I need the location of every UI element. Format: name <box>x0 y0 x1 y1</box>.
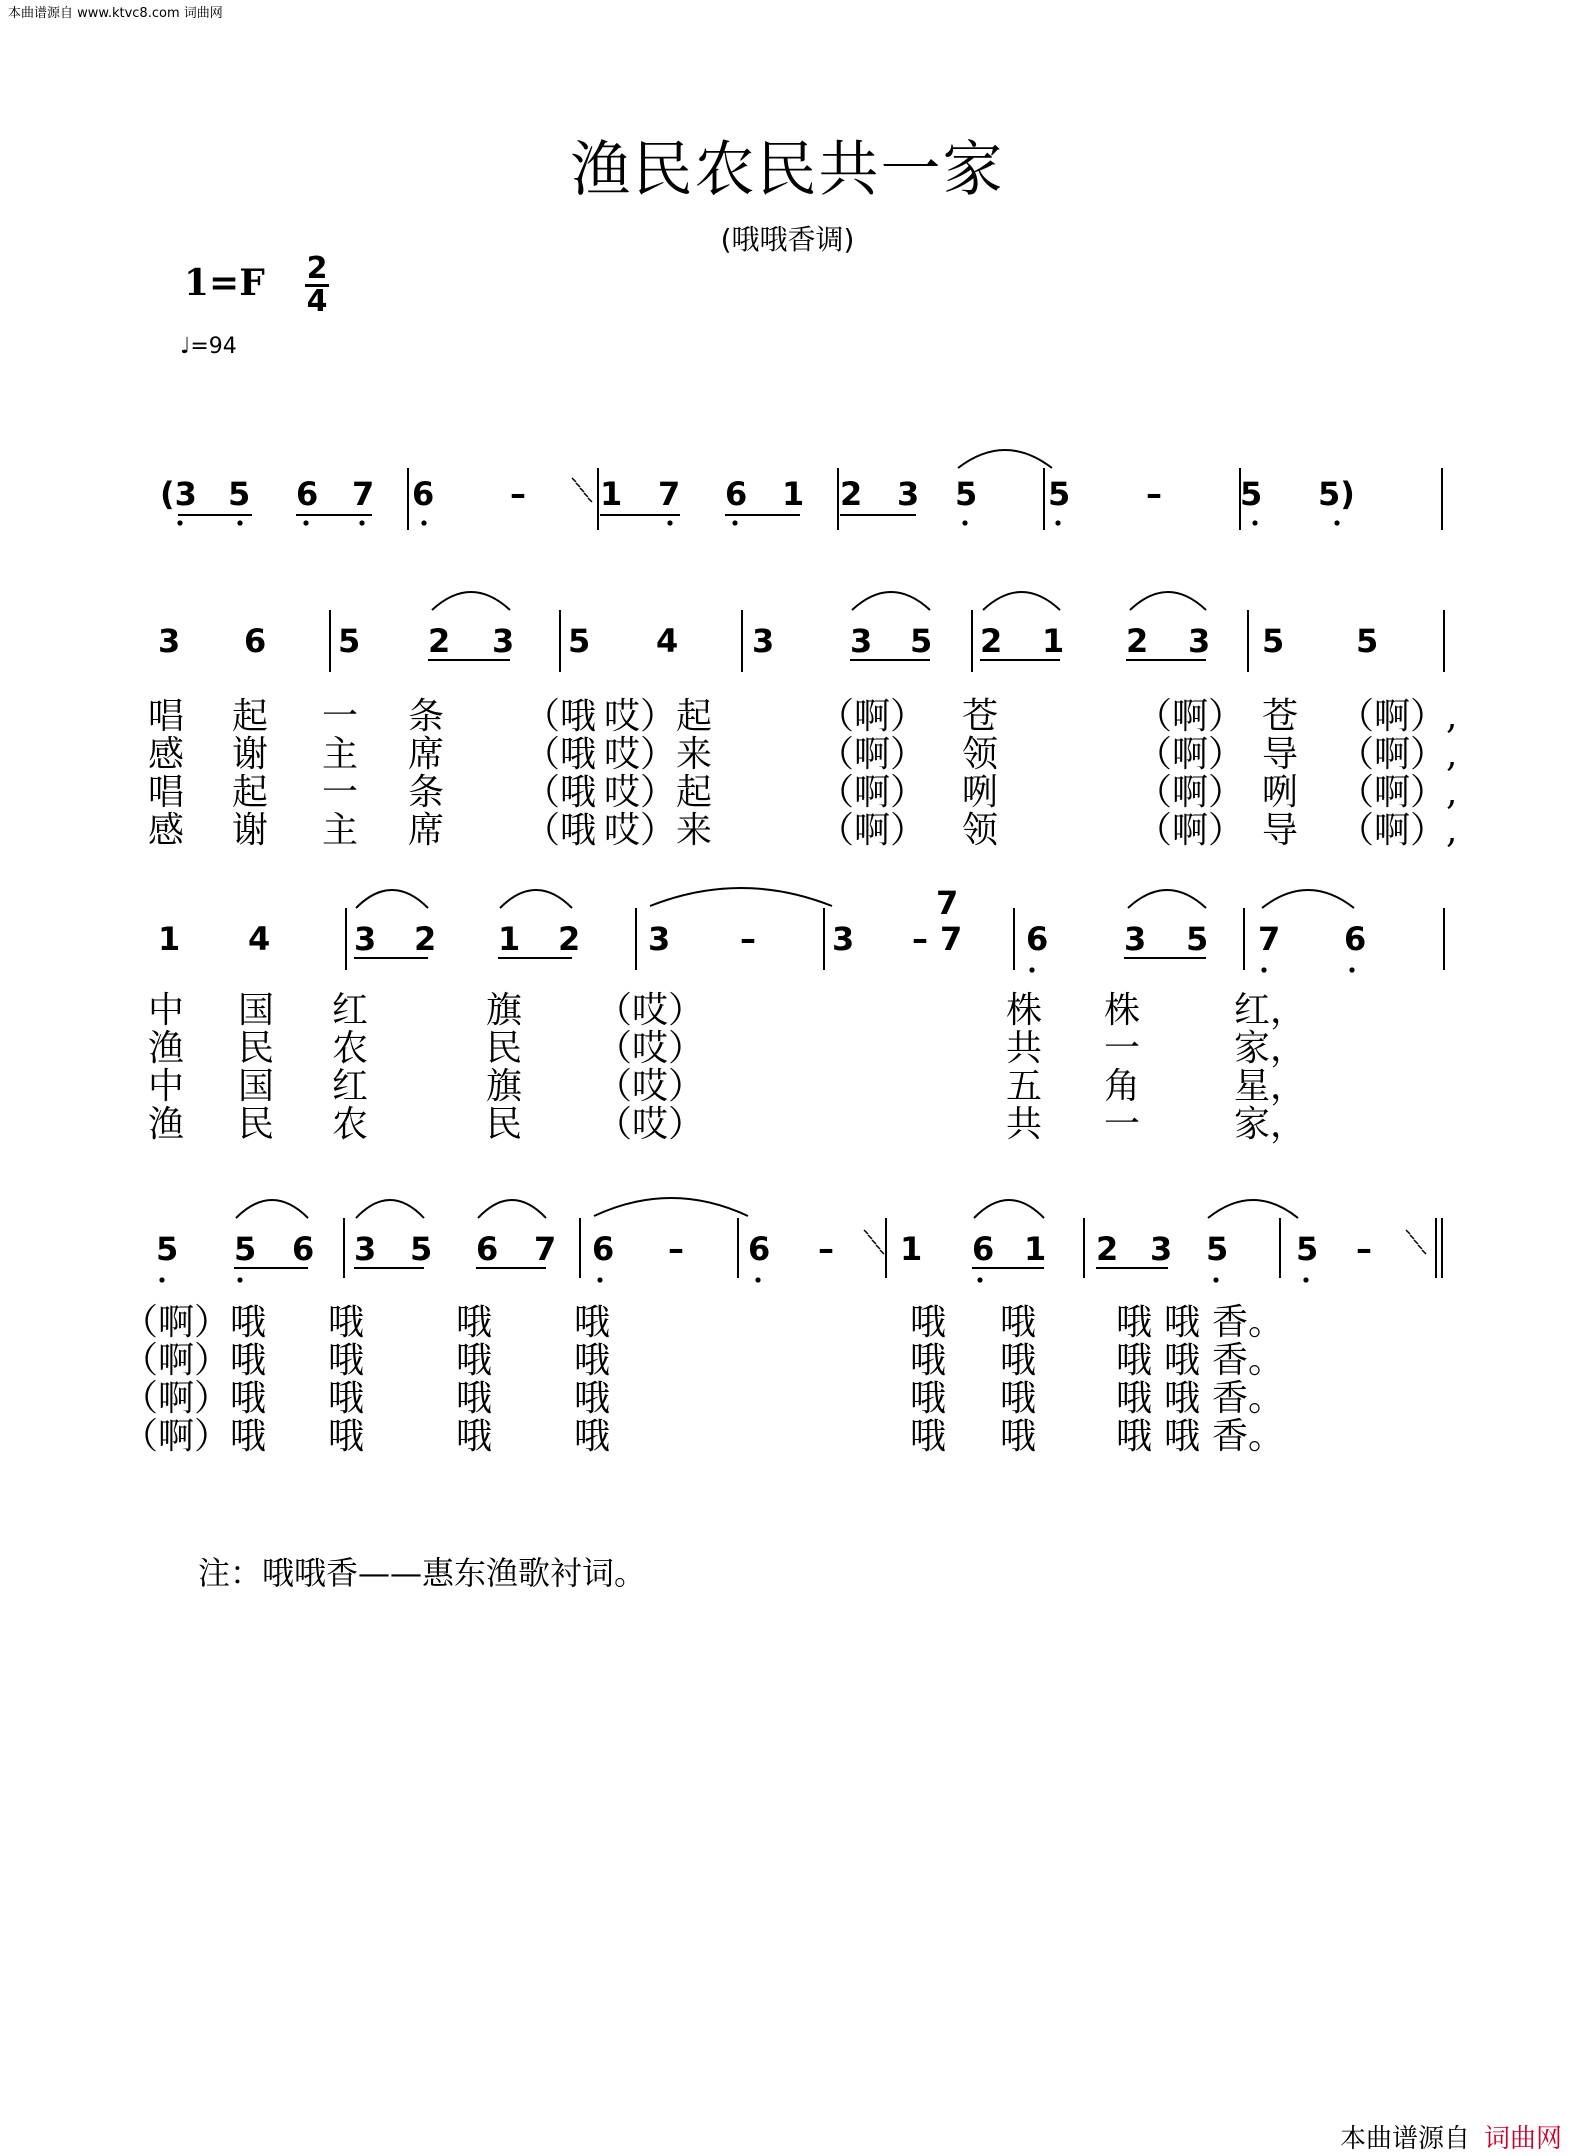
lyric-verse3: 唱 <box>148 772 185 813</box>
slur <box>852 592 930 610</box>
lyric-verse4: 哎）来 <box>604 810 713 851</box>
lyric-verse4: （哎） <box>596 1104 705 1145</box>
note-line3: 4 <box>248 920 271 958</box>
note-line3: 3 <box>1124 920 1147 958</box>
lyric-verse2: 渔 <box>148 1028 185 1069</box>
note-line4: 5 <box>156 1230 179 1268</box>
lyric-verse4: 共 <box>1006 1104 1043 1145</box>
lyric-verse3: 哦 <box>910 1378 947 1419</box>
note-line4: – <box>818 1230 834 1268</box>
note-line1: 5 <box>228 475 251 513</box>
note-line3: 6 <box>1344 920 1367 958</box>
lyric-verse1: 红 <box>332 990 369 1031</box>
source-watermark-bottom <box>1340 2118 1562 2155</box>
note-line2: 5 <box>1262 622 1285 660</box>
low-octave-dot <box>667 520 672 525</box>
note-line1: 3 <box>897 475 920 513</box>
lyric-verse4: 哦 <box>910 1416 947 1457</box>
slur <box>974 1200 1044 1218</box>
tie <box>594 1198 748 1216</box>
note-line2: 3 <box>158 622 181 660</box>
lyric-verse2: 共 <box>1006 1028 1043 1069</box>
lyric-verse1: （啊） <box>818 696 927 737</box>
lyric-verse2: 民 <box>238 1028 275 1069</box>
lyric-verse3: 起 <box>232 772 269 813</box>
lyric-verse3: （啊） <box>1136 772 1245 813</box>
lyric-verse1: 哦 <box>1116 1302 1153 1343</box>
lyric-verse4: （啊）, <box>1338 810 1458 851</box>
grace-note: 7 <box>936 884 959 922</box>
lyric-verse3: （哦 <box>524 772 597 813</box>
lyric-verse1: 株 <box>1104 990 1141 1031</box>
tie <box>1208 1200 1298 1218</box>
tempo-marking: ♩=94 <box>180 334 237 359</box>
note-line2: 5 <box>1356 622 1379 660</box>
lyric-verse1: 香。 <box>1212 1302 1285 1343</box>
lyric-verse2: （啊）哦 <box>122 1340 267 1381</box>
lyric-verse4: 渔 <box>148 1104 185 1145</box>
note-line1: 1 <box>782 475 805 513</box>
low-octave-dot <box>1252 520 1257 525</box>
lyric-verse1: （啊） <box>1136 696 1245 737</box>
low-octave-dot <box>1303 1277 1308 1282</box>
note-line1: 6 <box>412 475 435 513</box>
note-line1: 5) <box>1318 475 1355 513</box>
lyric-verse1: 国 <box>238 990 275 1031</box>
note-line2: 2 <box>428 622 451 660</box>
low-octave-dot <box>1349 967 1354 972</box>
note-line2: 5 <box>568 622 591 660</box>
lyric-verse3: 星， <box>1234 1066 1307 1107</box>
lyric-verse2: （哎） <box>596 1028 705 1069</box>
repeat-hatch <box>1406 1230 1410 1234</box>
note-line4: 5 <box>234 1230 257 1268</box>
lyric-verse1: 起 <box>232 696 269 737</box>
note-line1: 1 <box>600 475 623 513</box>
low-octave-dot <box>755 1277 760 1282</box>
note-line1: – <box>510 475 526 513</box>
note-line3: 7 <box>940 920 963 958</box>
time-numerator: 2 <box>306 251 328 286</box>
note-line3: 3 <box>648 920 671 958</box>
note-line3: 7 <box>1258 920 1281 958</box>
tie <box>958 450 1052 468</box>
low-octave-dot <box>303 520 308 525</box>
lyric-verse4: 席 <box>408 810 445 851</box>
lyric-verse1: 旗 <box>486 990 523 1031</box>
lyric-verse3: 中 <box>148 1066 185 1107</box>
note-line4: – <box>1356 1230 1372 1268</box>
lyric-verse4: 谢 <box>232 810 269 851</box>
note-line1: 5 <box>1240 475 1263 513</box>
repeat-hatch <box>1418 1245 1422 1249</box>
lyric-verse1: 哦 <box>328 1302 365 1343</box>
lyric-verse4: 香。 <box>1212 1416 1285 1457</box>
lyric-verse3: （啊）, <box>1338 772 1458 813</box>
lyric-verse4: 民 <box>486 1104 523 1145</box>
lyric-verse3: 一 <box>322 772 359 813</box>
lyric-verse2: （哦 <box>524 734 597 775</box>
note-line4: 6 <box>972 1230 995 1268</box>
low-octave-dot <box>597 1277 602 1282</box>
note-line1: 2 <box>840 475 863 513</box>
note-line4: 5 <box>1206 1230 1229 1268</box>
lyric-verse4: （啊）哦 <box>122 1416 267 1457</box>
slur <box>983 592 1060 610</box>
repeat-hatch <box>576 483 580 487</box>
note-line4: 6 <box>592 1230 615 1268</box>
repeat-hatch <box>572 478 576 482</box>
note-line2: 4 <box>656 622 679 660</box>
lyric-verse3: 条 <box>408 772 445 813</box>
lyric-verse1: 苍 <box>962 696 999 737</box>
note-line3: 2 <box>558 920 581 958</box>
lyric-verse1: 株 <box>1006 990 1043 1031</box>
low-octave-dot <box>1334 520 1339 525</box>
lyric-verse2: 感 <box>148 734 185 775</box>
lyric-verse3: 咧 <box>962 772 999 813</box>
lyric-verse4: 哦 <box>328 1416 365 1457</box>
note-line2: 2 <box>1126 622 1149 660</box>
song-title: 渔民农民共一家 <box>570 135 1005 205</box>
note-line4: 3 <box>1150 1230 1173 1268</box>
lyric-verse3: 哎）起 <box>604 772 713 813</box>
lyric-verse2: （啊） <box>818 734 927 775</box>
low-octave-dot <box>1055 520 1060 525</box>
slur <box>1262 890 1354 908</box>
low-octave-dot <box>177 520 182 525</box>
note-line3: 1 <box>498 920 521 958</box>
slur <box>356 1200 424 1218</box>
note-line1: (3 <box>160 475 197 513</box>
lyric-verse3: 国 <box>238 1066 275 1107</box>
lyric-verse1: （啊）, <box>1338 696 1458 737</box>
note-line3: – <box>740 920 756 958</box>
lyric-verse3: 哦 <box>1000 1378 1037 1419</box>
lyric-verse3: 红 <box>332 1066 369 1107</box>
note-line1: 5 <box>1048 475 1071 513</box>
lyric-verse2: 导 <box>1262 734 1299 775</box>
note-line4: 2 <box>1096 1230 1119 1268</box>
note-line3: 3 <box>354 920 377 958</box>
lyric-verse4: 感 <box>148 810 185 851</box>
lyric-verse1: 哦 <box>1000 1302 1037 1343</box>
lyric-verse2: 家， <box>1234 1028 1307 1069</box>
note-line3: 1 <box>158 920 181 958</box>
note-line2: 5 <box>338 622 361 660</box>
lyric-verse2: （啊）, <box>1338 734 1458 775</box>
lyric-verse2: 领 <box>962 734 999 775</box>
lyric-verse2: 哦 <box>1164 1340 1201 1381</box>
note-line4: 5 <box>1296 1230 1319 1268</box>
lyric-verse1: （哦 <box>524 696 597 737</box>
lyric-verse2: 哦 <box>1116 1340 1153 1381</box>
low-octave-dot <box>159 1277 164 1282</box>
lyric-verse2: 哦 <box>574 1340 611 1381</box>
lyric-verse4: 哦 <box>456 1416 493 1457</box>
lyric-verse2: 哦 <box>1000 1340 1037 1381</box>
low-octave-dot <box>1029 967 1034 972</box>
repeat-hatch <box>1410 1235 1414 1239</box>
lyric-verse3: （啊）哦 <box>122 1378 267 1419</box>
note-line2: 3 <box>850 622 873 660</box>
slur <box>1130 592 1206 610</box>
lyric-verse3: 哦 <box>456 1378 493 1419</box>
repeat-hatch <box>872 1240 876 1244</box>
lyric-verse1: 哦 <box>456 1302 493 1343</box>
lyric-verse4: 哦 <box>574 1416 611 1457</box>
lyric-verse1: 哦 <box>910 1302 947 1343</box>
lyric-verse1: 唱 <box>148 696 185 737</box>
low-octave-dot <box>1261 967 1266 972</box>
low-octave-dot <box>237 520 242 525</box>
lyric-verse2: 哦 <box>910 1340 947 1381</box>
song-subtitle: (哦哦香调) <box>720 223 855 256</box>
lyric-verse3: 旗 <box>486 1066 523 1107</box>
lyric-verse1: 中 <box>148 990 185 1031</box>
note-line4: 1 <box>900 1230 923 1268</box>
note-line3: 2 <box>414 920 437 958</box>
low-octave-dot <box>1213 1277 1218 1282</box>
note-line4: 6 <box>476 1230 499 1268</box>
lyric-verse2: 谢 <box>232 734 269 775</box>
note-line2: 6 <box>244 622 267 660</box>
lyric-verse1: 一 <box>322 696 359 737</box>
lyric-verse1: （啊）哦 <box>122 1302 267 1343</box>
time-denominator: 4 <box>306 284 328 319</box>
lyric-verse1: 哦 <box>1164 1302 1201 1343</box>
lyric-verse3: 咧 <box>1262 772 1299 813</box>
slur <box>1128 890 1206 908</box>
note-line2: 2 <box>980 622 1003 660</box>
note-line3: – <box>912 920 928 958</box>
repeat-hatch <box>588 498 592 502</box>
repeat-hatch <box>1422 1250 1426 1254</box>
key-signature: 1=F <box>184 262 265 304</box>
repeat-hatch <box>580 488 584 492</box>
lyric-verse2: 席 <box>408 734 445 775</box>
low-octave-dot <box>421 520 426 525</box>
repeat-hatch <box>584 493 588 497</box>
slur <box>432 592 510 610</box>
slur <box>500 890 572 908</box>
note-line2: 5 <box>910 622 933 660</box>
lyric-verse2: 民 <box>486 1028 523 1069</box>
lyric-verse3: 香。 <box>1212 1378 1285 1419</box>
note-line1: 5 <box>955 475 978 513</box>
lyric-verse4: 家， <box>1234 1104 1307 1145</box>
lyric-verse4: 导 <box>1262 810 1299 851</box>
slur <box>356 890 428 908</box>
lyric-verse1: 哎）起 <box>604 696 713 737</box>
lyric-verse1: 苍 <box>1262 696 1299 737</box>
note-line4: 7 <box>534 1230 557 1268</box>
note-line4: 6 <box>748 1230 771 1268</box>
note-line2: 3 <box>492 622 515 660</box>
low-octave-dot <box>732 520 737 525</box>
note-line4: 1 <box>1024 1230 1047 1268</box>
repeat-hatch <box>1414 1240 1418 1244</box>
slur <box>478 1200 546 1218</box>
note-line4: – <box>668 1230 684 1268</box>
low-octave-dot <box>962 520 967 525</box>
note-line1: 7 <box>352 475 375 513</box>
lyric-verse3: 哦 <box>328 1378 365 1419</box>
lyric-verse2: 哦 <box>456 1340 493 1381</box>
lyric-verse4: 主 <box>322 810 359 851</box>
footnote: 注：哦哦香——惠东渔歌衬词。 <box>198 1554 647 1592</box>
lyric-verse3: 哦 <box>1116 1378 1153 1419</box>
lyric-verse3: （哎） <box>596 1066 705 1107</box>
note-line1: 6 <box>296 475 319 513</box>
repeat-hatch <box>880 1250 884 1254</box>
tie <box>650 888 832 906</box>
repeat-hatch <box>876 1245 880 1249</box>
lyric-verse3: （啊） <box>818 772 927 813</box>
lyric-verse3: 哦 <box>574 1378 611 1419</box>
lyric-verse4: （啊） <box>818 810 927 851</box>
source-brand: 词曲网 <box>1484 2124 1563 2154</box>
note-line4: 5 <box>410 1230 433 1268</box>
lyric-verse2: （啊） <box>1136 734 1245 775</box>
low-octave-dot <box>977 1277 982 1282</box>
note-line2: 3 <box>1188 622 1211 660</box>
note-line1: – <box>1146 475 1162 513</box>
lyric-verse1: （哎） <box>596 990 705 1031</box>
lyric-verse4: 哦 <box>1116 1416 1153 1457</box>
lyric-verse4: （哦 <box>524 810 597 851</box>
lyric-verse4: 民 <box>238 1104 275 1145</box>
lyric-verse1: 红， <box>1234 990 1307 1031</box>
note-line3: 6 <box>1026 920 1049 958</box>
note-line1: 6 <box>725 475 748 513</box>
note-line3: 5 <box>1186 920 1209 958</box>
lyric-verse4: 一 <box>1104 1104 1141 1145</box>
lyric-verse3: 五 <box>1006 1066 1043 1107</box>
lyric-verse2: 香。 <box>1212 1340 1285 1381</box>
low-octave-dot <box>359 520 364 525</box>
lyric-verse4: 哦 <box>1000 1416 1037 1457</box>
note-line2: 1 <box>1042 622 1065 660</box>
lyric-verse4: 农 <box>332 1104 369 1145</box>
note-line2: 3 <box>752 622 775 660</box>
lyric-verse2: 哦 <box>328 1340 365 1381</box>
repeat-hatch <box>864 1230 868 1234</box>
lyric-verse2: 农 <box>332 1028 369 1069</box>
lyric-verse4: 领 <box>962 810 999 851</box>
lyric-verse4: （啊） <box>1136 810 1245 851</box>
repeat-hatch <box>868 1235 872 1239</box>
lyric-verse2: 主 <box>322 734 359 775</box>
source-watermark-top: 本曲谱源自 www.ktvc8.com 词曲网 <box>8 6 223 21</box>
source-label: 本曲谱源自 <box>1340 2124 1471 2154</box>
lyric-verse3: 角 <box>1104 1066 1141 1107</box>
note-line3: 3 <box>832 920 855 958</box>
slur <box>236 1200 308 1218</box>
lyric-verse4: 哦 <box>1164 1416 1201 1457</box>
lyric-verse1: 条 <box>408 696 445 737</box>
note-line4: 3 <box>354 1230 377 1268</box>
lyric-verse2: 哎）来 <box>604 734 713 775</box>
note-line1: 7 <box>658 475 681 513</box>
lyric-verse3: 哦 <box>1164 1378 1201 1419</box>
lyric-verse2: 一 <box>1104 1028 1141 1069</box>
low-octave-dot <box>237 1277 242 1282</box>
lyric-verse1: 哦 <box>574 1302 611 1343</box>
note-line4: 6 <box>292 1230 315 1268</box>
